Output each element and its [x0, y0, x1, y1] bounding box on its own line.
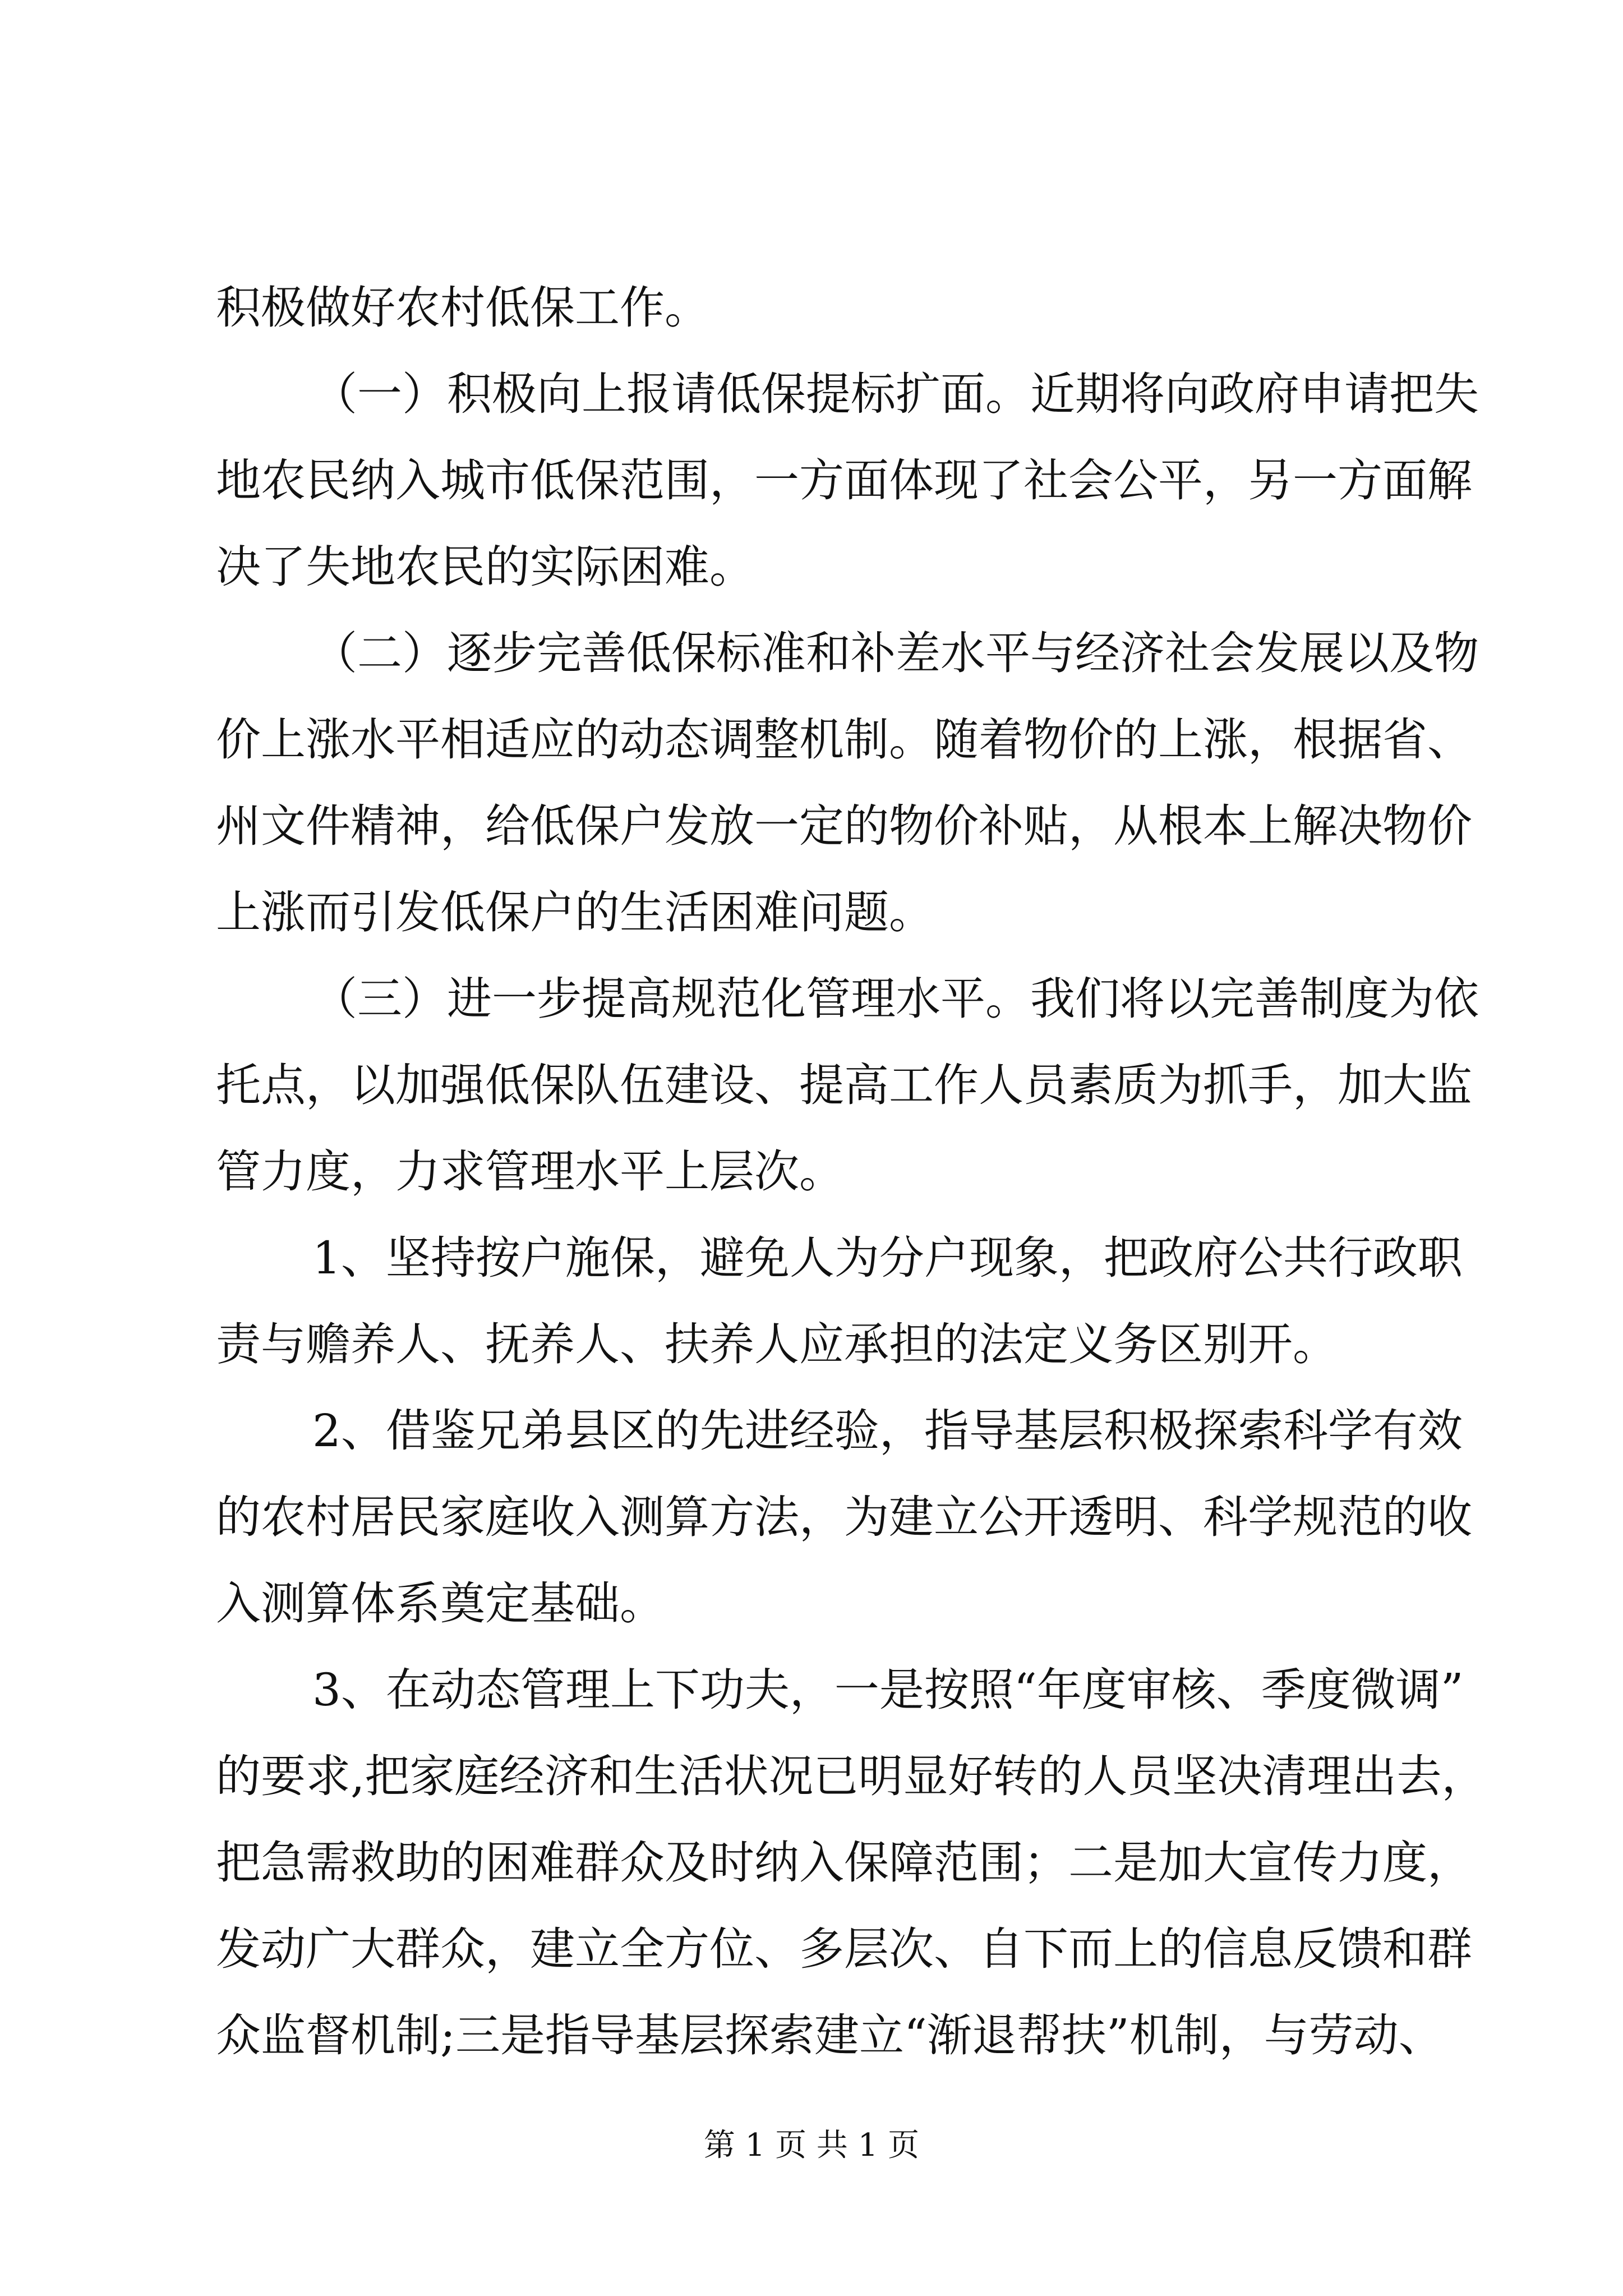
text-line: （一）积极向上报请低保提标扩面。近期将向政府申请把失	[312, 368, 1479, 420]
text-line: 2、借鉴兄弟县区的先进经验，指导基层积极探索科学有效	[312, 1405, 1463, 1457]
page-number-label: 第 1 页 共 1 页	[703, 2127, 920, 2164]
text-line: （二）逐步完善低保标准和补差水平与经济社会发展以及物	[312, 627, 1479, 679]
text-line: 的农村居民家庭收入测算方法，为建立公开透明、科学规范的收	[216, 1491, 1472, 1543]
text-line: 把急需救助的困难群众及时纳入保障范围；二是加大宣传力度，	[216, 1837, 1472, 1889]
page-footer	[0, 2123, 1623, 2168]
text-line: 积极做好农村低保工作。	[216, 282, 709, 334]
text-line: （三）进一步提高规范化管理水平。我们将以完善制度为依	[312, 973, 1479, 1025]
text-line: 众监督机制;三是指导基层探索建立“渐退帮扶”机制，与劳动、	[216, 2009, 1444, 2062]
text-line: 入测算体系奠定基础。	[216, 1577, 665, 1630]
text-line: 1、坚持按户施保，避免人为分户现象，把政府公共行政职	[312, 1232, 1463, 1284]
text-line: 发动广大群众，建立全方位、多层次、自下而上的信息反馈和群	[216, 1923, 1472, 1975]
text-line: 3、在动态管理上下功夫，一是按照“年度审核、季度微调”	[312, 1664, 1464, 1716]
text-line: 管力度，力求管理水平上层次。	[216, 1145, 844, 1198]
text-line: 上涨而引发低保户的生活困难问题。	[216, 886, 934, 938]
text-line: 地农民纳入城市低保范围，一方面体现了社会公平，另一方面解	[216, 454, 1472, 507]
body-text	[216, 265, 1487, 2079]
text-line: 责与赡养人、抚养人、扶养人应承担的法定义务区别开。	[216, 1318, 1338, 1370]
text-line: 的要求,把家庭经济和生活状况已明显好转的人员坚决清理出去，	[216, 1750, 1487, 1802]
text-line: 州文件精神，给低保户发放一定的物价补贴，从根本上解决物价	[216, 800, 1472, 852]
text-line: 决了失地农民的实际困难。	[216, 541, 754, 593]
text-line: 托点，以加强低保队伍建设、提高工作人员素质为抓手，加大监	[216, 1059, 1472, 1111]
text-line: 价上涨水平相适应的动态调整机制。随着物价的上涨，根据省、	[216, 714, 1472, 766]
